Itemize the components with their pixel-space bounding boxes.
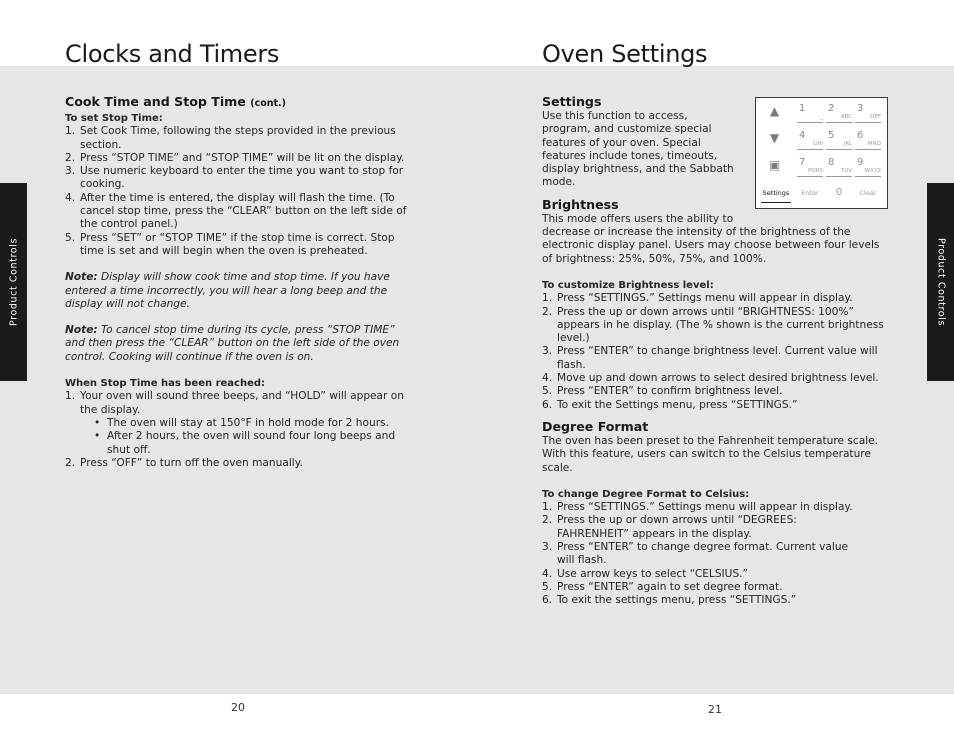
key-digit: 2	[828, 103, 835, 114]
keypad-key-2[interactable]	[826, 103, 852, 123]
key-letters: TUV	[840, 168, 852, 174]
step-number: 6.	[542, 398, 553, 411]
key-digit: 4	[799, 130, 806, 141]
list-item	[542, 541, 857, 568]
step-text: Press “SETTINGS.” Settings menu will appear in display.	[557, 292, 853, 305]
step-number: 4.	[542, 567, 553, 580]
key-digit: 3	[857, 103, 864, 114]
note-text: To cancel stop time during its cycle, press “STOP TIME” and then press the “CLEAR” button on the left side of the oven control. Cooking will continue if the oven is on.	[65, 324, 400, 363]
step-text: Press “ENTER” again to set degree format.	[557, 580, 783, 593]
step-text: After the time is entered, the display will flash the time. (To cancel stop time, press the “CLEAR” button on the left side of the control panel.)	[80, 191, 407, 231]
key-digit: 9	[857, 157, 864, 168]
step-number: 1.	[65, 125, 76, 138]
page-number-right: 21	[708, 703, 722, 716]
keypad-key-1[interactable]	[797, 103, 823, 123]
step-text: Your oven will sound three beeps, and “HOLD” will appear on the display.	[80, 390, 404, 416]
step-number: 5.	[65, 231, 76, 244]
keypad-key-6[interactable]	[855, 130, 881, 150]
degree-format-heading: Degree Format	[542, 418, 649, 434]
note-text: Display will show cook time and stop time. If you have entered a time incorrectly, you will hear a long beep and the display will not change.	[65, 271, 390, 310]
left-column	[65, 94, 415, 470]
hold-mode-bullets	[80, 417, 415, 457]
key-letters: GHI	[812, 141, 823, 147]
key-letters: WXYZ	[864, 168, 881, 174]
brightness-paragraph-line1: This mode offers users the ability to	[542, 212, 734, 225]
step-text: Press “ENTER” to change brightness level. Current value will flash.	[557, 345, 878, 371]
list-item	[65, 390, 415, 456]
settings-heading: Settings	[542, 94, 602, 109]
step-number: 2.	[542, 514, 553, 527]
step-number: 5.	[542, 385, 553, 398]
oven-icon: ▣	[768, 158, 781, 172]
page-title-left: Clocks and Timers	[65, 40, 280, 68]
key-letters: MNO	[867, 141, 881, 147]
key-letters: ABC	[840, 114, 852, 120]
keypad-key-3[interactable]	[855, 103, 881, 123]
step-text: Press the up or down arrows until “DEGREES: FAHRENHEIT” appears in the display.	[557, 514, 797, 540]
keypad-key-7[interactable]	[797, 157, 823, 177]
step-text: Press “SET” or “STOP TIME” if the stop time is correct. Stop time is set and will begin when the oven is preheated.	[80, 231, 395, 257]
key-letters: DEF	[870, 114, 881, 120]
key-digit: 8	[828, 157, 835, 168]
bullet-item: • After 2 hours, the oven will sound four long beeps and shut off.	[80, 430, 415, 457]
list-item	[542, 385, 892, 398]
stop-time-steps	[65, 125, 415, 258]
zero-key[interactable]: 0	[835, 187, 843, 198]
brightness-steps	[542, 292, 892, 412]
key-letters: JKL	[843, 141, 852, 147]
note-display	[65, 271, 415, 311]
stop-reached-subheading: When Stop Time has been reached:	[65, 378, 266, 390]
cook-time-heading-text: Cook Time and Stop Time	[65, 94, 246, 109]
cook-time-heading	[65, 94, 415, 112]
note-label: Note:	[65, 324, 98, 337]
degree-format-paragraph: The oven has been preset to the Fahrenheit temperature scale. With this feature, users can switch to the Celsius temperature scale.	[542, 434, 879, 474]
settings-paragraph: Use this function to access, program, and customize special features of your oven. Special features include tones, timeouts, display brightness, and the Sabbath mode.	[542, 110, 734, 189]
step-number: 2.	[65, 151, 76, 164]
key-digit: 1	[799, 103, 806, 114]
list-item	[65, 125, 415, 152]
light-up-icon: ▲	[769, 104, 780, 118]
side-tab-right	[927, 183, 954, 381]
step-text: To exit the Settings menu, press “SETTINGS.”	[557, 398, 798, 411]
set-stop-time-subheading: To set Stop Time:	[65, 113, 163, 124]
brightness-heading: Brightness	[542, 196, 619, 212]
degree-format-subheading: To change Degree Format to Celsius:	[542, 488, 750, 500]
side-tab-right-label: Product Controls	[935, 238, 946, 326]
step-number: 2.	[65, 456, 76, 469]
step-text: Press the up or down arrows until “BRIGHTNESS: 100%” appears in he display. (The % shown is the current brightness level.)	[557, 305, 884, 345]
step-number: 1.	[65, 390, 76, 403]
enter-key[interactable]: Enter	[801, 189, 819, 197]
step-number: 6.	[542, 594, 553, 607]
list-item	[542, 372, 892, 385]
list-item	[65, 152, 415, 165]
note-label: Note:	[65, 271, 98, 284]
page-number-left: 20	[231, 701, 245, 714]
list-item	[542, 594, 892, 607]
list-item	[65, 232, 415, 259]
step-text: Move up and down arrows to select desired brightness level.	[557, 372, 879, 385]
brightness-subheading: To customize Brightness level:	[542, 279, 714, 291]
list-item	[542, 292, 892, 305]
step-text: Use numeric keyboard to enter the time you want to stop for cooking.	[80, 165, 404, 191]
step-number: 4.	[65, 191, 76, 204]
step-text: Press “ENTER” to confirm brightness level.	[557, 385, 783, 398]
note-cancel	[65, 324, 415, 364]
step-number: 2.	[542, 305, 553, 318]
step-number: 3.	[542, 345, 553, 358]
list-item	[65, 165, 415, 192]
step-text: Press “STOP TIME” and “STOP TIME” will be lit on the display.	[80, 151, 405, 164]
step-number: 1.	[542, 292, 553, 305]
step-text: Use arrow keys to select “CELSIUS.”	[557, 567, 749, 580]
step-number: 3.	[65, 165, 76, 178]
degree-format-steps	[542, 501, 892, 607]
list-item	[542, 501, 892, 514]
settings-key[interactable]: Settings	[761, 184, 791, 203]
keypad-key-5[interactable]	[826, 130, 852, 150]
list-item	[65, 457, 415, 470]
side-tab-left	[0, 183, 27, 381]
step-number: 1.	[542, 501, 553, 514]
key-digit: 7	[799, 157, 806, 168]
step-text: Press “ENTER” to change degree format. Current value will flash.	[557, 541, 849, 567]
key-digit: 5	[828, 130, 835, 141]
key-letters: PQRS	[808, 168, 823, 174]
page-title-right: Oven Settings	[542, 40, 708, 68]
stop-reached-steps	[65, 390, 415, 470]
list-item	[542, 581, 892, 594]
list-item	[542, 568, 892, 581]
step-number: 3.	[542, 541, 553, 554]
brightness-paragraph: decrease or increase the intensity of the brightness of the electronic display panel. Users may choose between four levels of brightness: 25%, 50%, 75%, and 100%.	[542, 226, 880, 265]
list-item	[542, 514, 807, 541]
clear-key[interactable]: Clear	[859, 189, 877, 197]
step-number: 4.	[542, 372, 553, 385]
keypad-key-4[interactable]	[797, 130, 823, 150]
list-item	[542, 399, 892, 412]
step-text: Press “OFF” to turn off the oven manually.	[80, 456, 303, 469]
light-down-icon: ▼	[769, 131, 780, 145]
keypad-key-8[interactable]	[826, 157, 852, 177]
list-item	[542, 345, 892, 372]
list-item	[542, 306, 892, 346]
step-number: 5.	[542, 580, 553, 593]
step-text: Set Cook Time, following the steps provided in the previous section.	[80, 125, 396, 151]
step-text: Press “SETTINGS.” Settings menu will appear in display.	[557, 501, 853, 514]
cook-time-heading-suffix: (cont.)	[250, 98, 286, 109]
bullet-item: • The oven will stay at 150°F in hold mode for 2 hours.	[80, 417, 415, 430]
key-digit: 6	[857, 130, 864, 141]
keypad-key-9[interactable]	[855, 157, 881, 177]
step-text: To exit the settings menu, press “SETTINGS.”	[557, 594, 797, 607]
list-item	[65, 192, 415, 232]
side-tab-left-label: Product Controls	[8, 238, 19, 326]
control-panel-keypad	[755, 97, 888, 209]
key-letters: _	[820, 114, 823, 120]
